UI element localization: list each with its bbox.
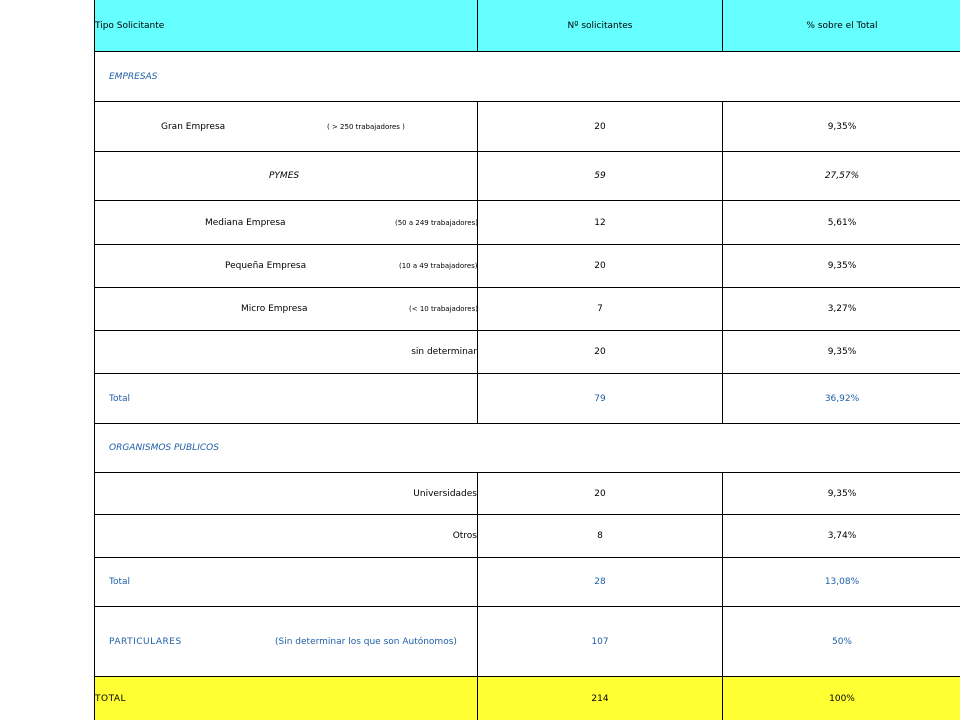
section-organismos-title: ORGANISMOS PUBLICOS <box>109 443 219 453</box>
grand-total-row <box>95 677 960 720</box>
row-n-cell[interactable] <box>477 515 722 557</box>
row-n-cell[interactable] <box>477 473 722 514</box>
row-label: Gran Empresa <box>161 121 226 132</box>
row-note: (50 a 249 trabajadores) <box>395 218 478 227</box>
table-row <box>95 331 960 374</box>
table-row <box>95 201 960 245</box>
row-pct: 9,35% <box>827 261 857 271</box>
row-label: Mediana Empresa <box>205 217 286 228</box>
header-pct-cell[interactable] <box>722 0 960 51</box>
row-label: Micro Empresa <box>241 304 308 314</box>
table-row <box>95 102 960 152</box>
row-n-cell[interactable] <box>477 558 722 606</box>
row-n-cell[interactable] <box>477 374 722 423</box>
row-pct: 9,35% <box>827 488 857 499</box>
row-pct-cell[interactable] <box>722 201 960 244</box>
row-label-cell[interactable] <box>95 102 477 151</box>
row-label: Otros <box>452 531 477 541</box>
row-label: sin determinar <box>411 347 477 357</box>
row-pct-cell[interactable] <box>722 558 960 606</box>
row-n-cell[interactable] <box>477 152 722 200</box>
row-label-cell[interactable] <box>95 473 477 514</box>
header-tipo: Tipo Solicitante <box>95 20 165 31</box>
table-row <box>95 515 960 558</box>
row-n-cell[interactable] <box>477 607 722 676</box>
row-pct-cell[interactable] <box>722 245 960 287</box>
subtotal-row-organismos <box>95 558 960 607</box>
section-organismos-row <box>95 424 960 473</box>
row-pct: 3,27% <box>827 304 857 314</box>
table-row <box>95 152 960 201</box>
row-label: Total <box>109 577 131 587</box>
row-pct-cell[interactable] <box>722 515 960 557</box>
row-note: (< 10 trabajadores) <box>409 305 478 313</box>
table-row <box>95 288 960 331</box>
row-note: ( > 250 trabajadores ) <box>327 122 405 131</box>
header-pct: % sobre el Total <box>806 20 878 31</box>
row-label-cell[interactable] <box>95 558 477 606</box>
row-pct: 13,08% <box>824 577 860 587</box>
row-pct: 50% <box>831 636 852 647</box>
header-row <box>95 0 960 52</box>
header-n: Nº solicitantes <box>567 20 633 31</box>
row-n-cell[interactable] <box>477 677 722 720</box>
row-n-cell[interactable] <box>477 102 722 151</box>
row-pct-cell[interactable] <box>722 331 960 373</box>
row-pct-cell[interactable] <box>722 152 960 200</box>
row-label-cell[interactable] <box>95 515 477 557</box>
row-label-cell[interactable] <box>95 288 477 330</box>
row-n: 107 <box>591 636 609 647</box>
grand-total-label: TOTAL <box>95 693 127 704</box>
grand-total-n: 214 <box>591 693 609 704</box>
row-n: 28 <box>594 577 606 587</box>
row-pct-cell[interactable] <box>722 288 960 330</box>
row-n: 20 <box>594 261 606 271</box>
row-n: 79 <box>594 393 606 404</box>
row-label: Pequeña Empresa <box>225 261 307 271</box>
row-n-cell[interactable] <box>477 245 722 287</box>
row-label: Total <box>109 393 131 404</box>
table-row <box>95 245 960 288</box>
section-empresas-row <box>95 52 960 102</box>
row-pct: 9,35% <box>827 121 857 132</box>
row-note: (Sin determinar los que son Autónomos) <box>275 636 457 647</box>
table-row <box>95 473 960 515</box>
particulares-row <box>95 607 960 677</box>
row-label: PYMES <box>269 171 300 181</box>
row-n-cell[interactable] <box>477 331 722 373</box>
row-pct: 36,92% <box>824 393 860 404</box>
row-label-cell[interactable] <box>95 607 477 676</box>
row-pct-cell[interactable] <box>722 374 960 423</box>
section-empresas-title: EMPRESAS <box>109 71 158 82</box>
row-label-cell[interactable] <box>95 331 477 373</box>
section-empresas-cell[interactable] <box>95 52 960 101</box>
row-label-cell[interactable] <box>95 677 477 720</box>
row-label-cell[interactable] <box>95 374 477 423</box>
row-n-cell[interactable] <box>477 288 722 330</box>
grand-total-pct: 100% <box>829 693 855 704</box>
row-pct: 5,61% <box>827 217 857 228</box>
row-label-cell[interactable] <box>95 152 477 200</box>
row-pct: 27,57% <box>824 171 860 181</box>
row-pct: 9,35% <box>827 347 857 357</box>
subtotal-row-empresas <box>95 374 960 424</box>
applicants-table <box>94 0 960 720</box>
row-n: 12 <box>594 217 606 228</box>
row-pct-cell[interactable] <box>722 607 960 676</box>
row-n: 8 <box>597 531 603 541</box>
row-label-cell[interactable] <box>95 201 477 244</box>
header-tipo-cell[interactable] <box>95 0 477 51</box>
header-n-cell[interactable] <box>477 0 722 51</box>
row-pct: 3,74% <box>827 531 857 541</box>
row-n: 20 <box>594 488 606 499</box>
section-organismos-cell[interactable] <box>95 424 960 472</box>
row-pct-cell[interactable] <box>722 677 960 720</box>
row-pct-cell[interactable] <box>722 102 960 151</box>
row-n: 7 <box>597 304 603 314</box>
row-note: (10 a 49 trabajadores) <box>399 262 478 270</box>
row-pct-cell[interactable] <box>722 473 960 514</box>
row-n-cell[interactable] <box>477 201 722 244</box>
row-label: PARTICULARES <box>109 636 182 647</box>
row-n: 20 <box>594 347 606 357</box>
row-label: Universidades <box>413 488 477 499</box>
row-label-cell[interactable] <box>95 245 477 287</box>
row-n: 20 <box>594 121 606 132</box>
row-n: 59 <box>594 171 606 181</box>
